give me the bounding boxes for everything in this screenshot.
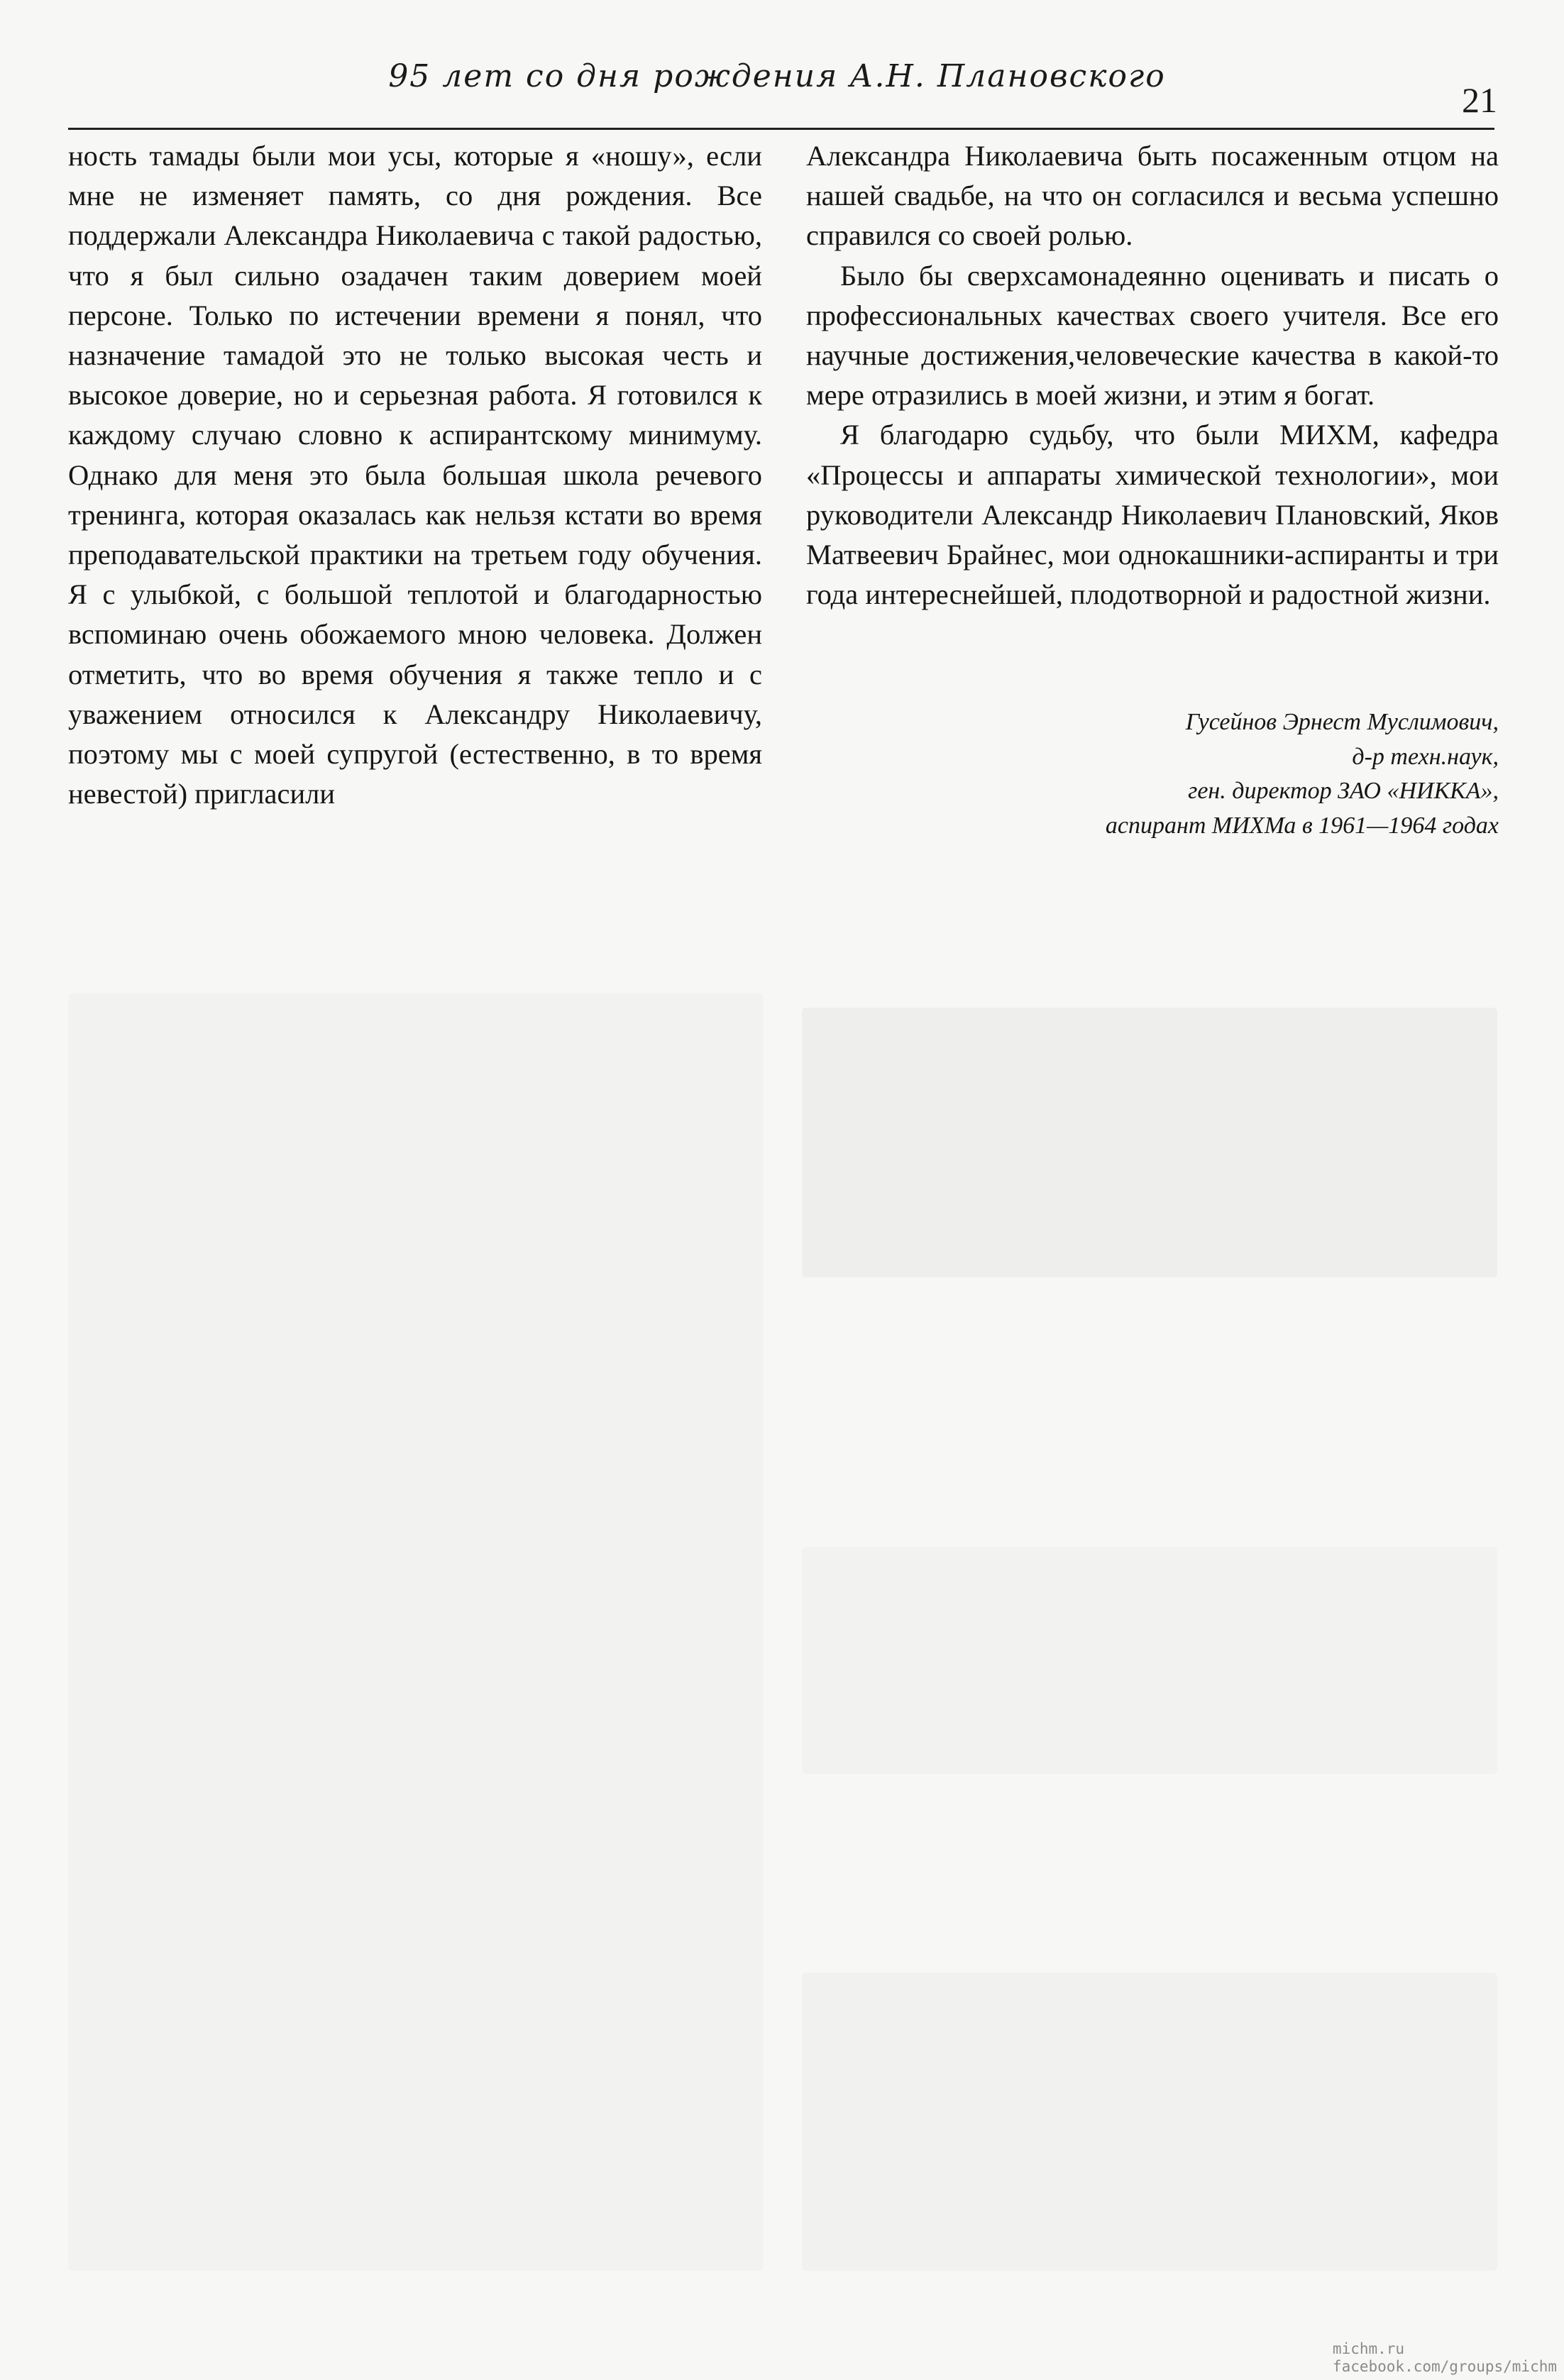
author-degree: д-р техн.наук, xyxy=(1352,743,1499,770)
show-through-shading xyxy=(802,1547,1497,1774)
author-signature-block xyxy=(959,705,1499,843)
body-paragraph: Александра Николаевича быть посаженным отцом на нашей свадьбе, на что он согласился и весьма успешно справился со своей ролью. xyxy=(806,140,1499,252)
body-paragraph: Я благодарю судьбу, что были МИХМ, кафедра «Процессы и аппараты химической технологии», мои руководители Александр Николаевич Плановский, Яков Матвеевич Брайнес, мои однокашники-аспиранты и три года интереснейшей, плодотворной и радостной жизни. xyxy=(806,419,1499,611)
author-name: Гусейнов Эрнест Муслимович, xyxy=(1185,709,1499,735)
watermark-link: facebook.com/groups/michm xyxy=(1332,2358,1557,2375)
left-column xyxy=(68,136,762,814)
body-paragraph: Было бы сверхсамонадеянно оценивать и писать о профессиональных качествах своего учителя. Все его научные достижения,человеческие качества в какой-то мере отразились в моей жизни, и этим я богат. xyxy=(806,259,1499,412)
running-title: 95 лет со дня рождения А.Н. Плановского xyxy=(388,58,1166,94)
right-column xyxy=(806,136,1499,615)
show-through-shading xyxy=(802,1973,1497,2271)
show-through-shading xyxy=(68,993,764,2271)
author-note: аспирант МИХМа в 1961—1964 годах xyxy=(1105,812,1499,839)
author-position: ген. директор ЗАО «НИККА», xyxy=(1188,778,1499,805)
body-paragraph: ность тамады были мои усы, которые я «ношу», если мне не изменяет память, со дня рождения. Все поддержали Александра Николаевича с такой радостью, что я был сильно озадачен таким доверием моей персоне. Только по истечении времени я понял, что назначение тамадой это не только высокая честь и высокое доверие, но и серьезная работа. Я готовился к каждому случаю словно к аспирантскому минимуму. Однако для меня это была большая школа речевого тренинга, которая оказалась как нельзя кстати во время преподавательской практики на третьем году обучения. Я с улыбкой, с большой теплотой и благодарностью вспоминаю очень обожаемого мною человека. Должен отметить, что во время обучения я также тепло и с уважением относился к Александру Николаевичу, поэтому мы с моей супругой (естественно, в то время невестой) пригласили xyxy=(68,140,762,810)
page-number: 21 xyxy=(1462,80,1497,120)
header-rule xyxy=(68,128,1494,130)
show-through-shading xyxy=(802,1008,1497,1277)
watermark xyxy=(1333,2340,1557,2376)
watermark-site: michm.ru xyxy=(1332,2340,1405,2357)
